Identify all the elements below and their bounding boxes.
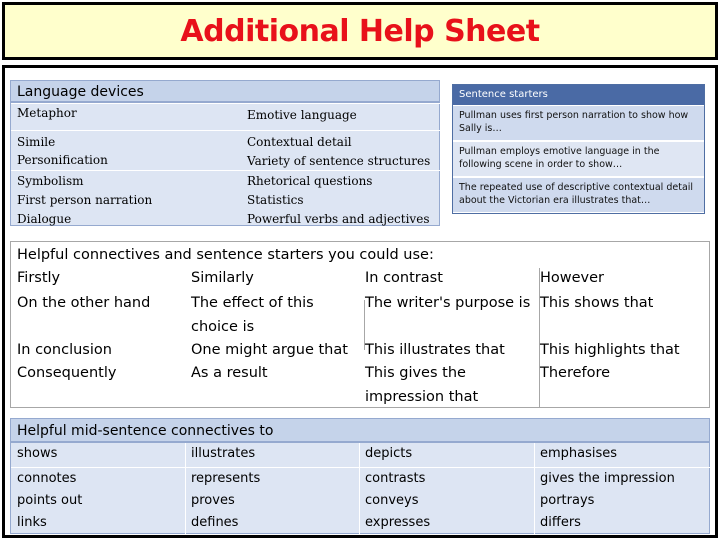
sentence-starter-item: The repeated use of descriptive contextual detail about the Victorian era illustrates that… bbox=[453, 177, 704, 213]
connective-label: In contrast bbox=[365, 270, 443, 286]
connective-label: Therefore bbox=[540, 365, 611, 381]
connective-label: This illustrates that bbox=[365, 342, 505, 358]
connective-word: conveys bbox=[365, 493, 419, 508]
mid-sentence-connectives-grid bbox=[10, 442, 710, 534]
connective-word: expresses bbox=[365, 515, 431, 530]
connective-label: impression that bbox=[365, 389, 479, 405]
connective-label: The effect of this bbox=[191, 295, 314, 311]
connective-word: shows bbox=[17, 446, 58, 461]
connective-label: Firstly bbox=[17, 270, 61, 286]
connective-label: This highlights that bbox=[540, 342, 680, 358]
connective-word: links bbox=[17, 515, 47, 530]
device-label: Dialogue bbox=[17, 212, 72, 226]
device-label: Personification bbox=[17, 153, 108, 167]
connective-label: Consequently bbox=[17, 365, 117, 381]
connective-label: This shows that bbox=[540, 295, 654, 311]
connective-word: differs bbox=[540, 515, 581, 530]
connective-label: On the other hand bbox=[17, 295, 151, 311]
connective-label: This gives the bbox=[365, 365, 466, 381]
connective-word: emphasises bbox=[540, 446, 618, 461]
device-label: Rhetorical questions bbox=[247, 174, 373, 188]
language-devices-heading: Language devices bbox=[10, 80, 440, 102]
sentence-starter-item: Pullman employs emotive language in the following scene in order to show… bbox=[453, 141, 704, 177]
sentence-starters-heading: Sentence starters bbox=[453, 85, 704, 105]
mid-sentence-connectives-table bbox=[10, 418, 710, 534]
device-label: Statistics bbox=[247, 193, 304, 207]
language-devices-body bbox=[10, 102, 440, 226]
helpful-connectives-table bbox=[10, 241, 710, 408]
connective-word: gives the impression bbox=[540, 471, 675, 486]
device-label: Simile bbox=[17, 135, 56, 149]
connective-word: connotes bbox=[17, 471, 77, 486]
device-label: First person narration bbox=[17, 193, 153, 207]
mid-sentence-connectives-heading: Helpful mid-sentence connectives to bbox=[10, 418, 710, 442]
sentence-starters-table bbox=[452, 84, 705, 214]
device-label: Contextual detail bbox=[247, 135, 352, 149]
helpful-connectives-heading: Helpful connectives and sentence starters you could use: bbox=[17, 247, 434, 263]
connective-word: proves bbox=[191, 493, 235, 508]
connective-label: The writer's purpose is bbox=[365, 295, 531, 311]
table-row bbox=[11, 170, 441, 227]
sentence-starter-item: Pullman uses first person narration to show how Sally is… bbox=[453, 105, 704, 141]
device-label: Metaphor bbox=[17, 106, 77, 120]
table-row bbox=[11, 103, 441, 130]
title-banner bbox=[2, 2, 718, 60]
connective-word: contrasts bbox=[365, 471, 426, 486]
table-row bbox=[11, 130, 441, 170]
connective-label: Similarly bbox=[191, 270, 254, 286]
connective-label: In conclusion bbox=[17, 342, 112, 358]
connective-label: choice is bbox=[191, 319, 255, 335]
device-label: Variety of sentence structures bbox=[247, 154, 431, 168]
connective-word: depicts bbox=[365, 446, 413, 461]
page-title: Additional Help Sheet bbox=[180, 13, 540, 49]
connective-word: represents bbox=[191, 471, 261, 486]
connective-word: illustrates bbox=[191, 446, 256, 461]
device-label: Symbolism bbox=[17, 174, 84, 188]
connective-word: points out bbox=[17, 493, 83, 508]
connective-label: However bbox=[540, 270, 605, 286]
device-label: Powerful verbs and adjectives bbox=[247, 212, 430, 226]
connective-label: As a result bbox=[191, 365, 268, 381]
language-devices-table bbox=[10, 80, 440, 226]
device-label: Emotive language bbox=[247, 108, 357, 122]
connective-word: defines bbox=[191, 515, 239, 530]
connective-label: One might argue that bbox=[191, 342, 348, 358]
connective-word: portrays bbox=[540, 493, 595, 508]
